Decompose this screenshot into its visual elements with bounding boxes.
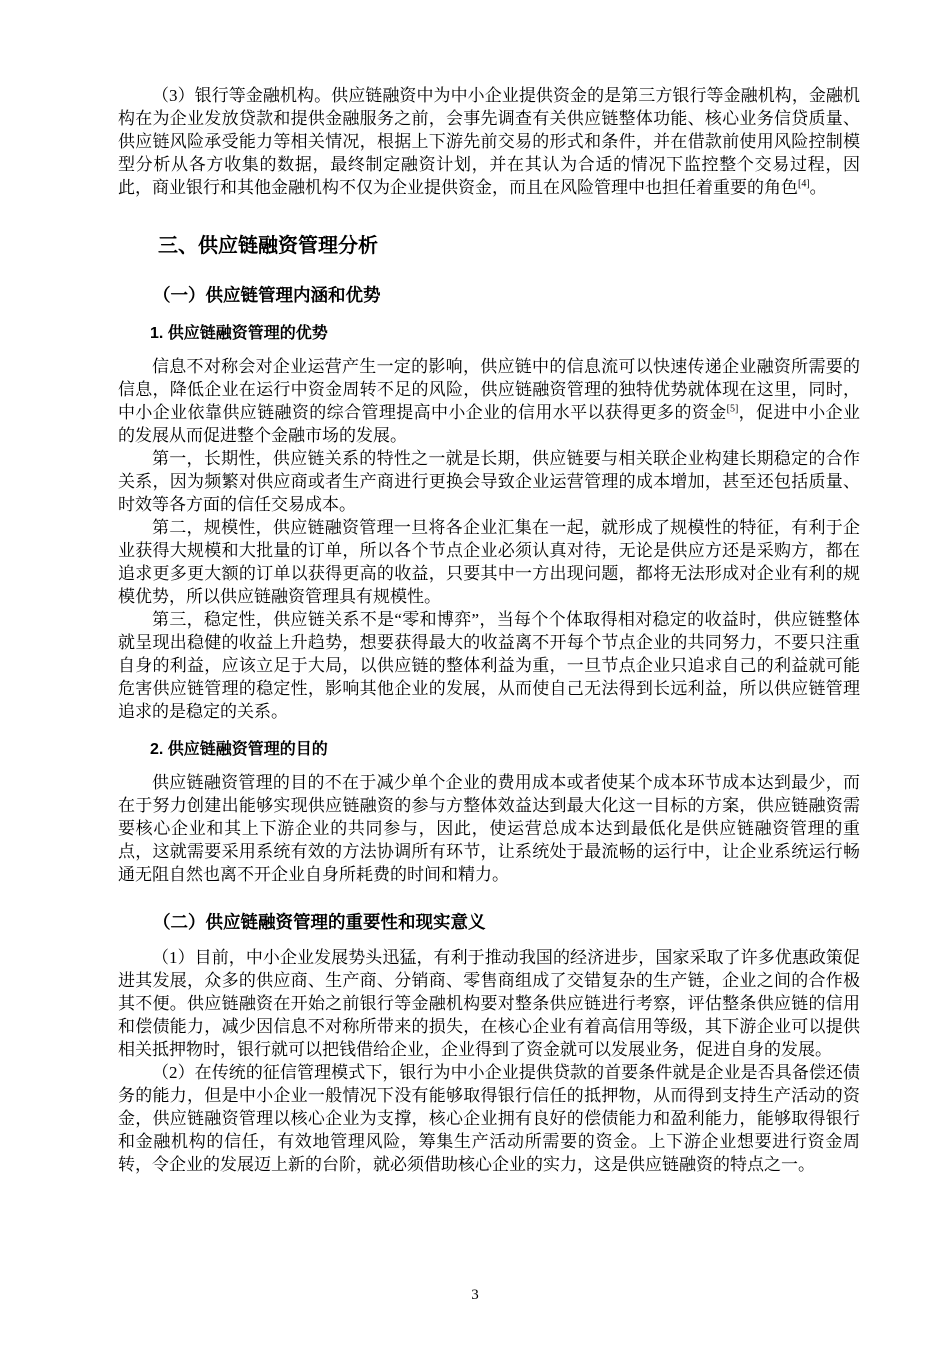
paragraph-financial-institutions (118, 84, 860, 199)
paragraph-text-tail: ，促进中小企业的发展从而促进整个金融市场的发展。 (118, 403, 861, 445)
paragraph-second-scale: 第二，规模性，供应链融资管理一旦将各企业汇集在一起，就形成了规模性的特征，有利于企业获得大规模和大批量的订单，所以各个节点企业必须认真对待，无论是供应方还是采购方，都在追求更多更大额的订单以获得更高的收益，只要其中一方出现问题，都将无法形成对企业有利的规模优势，所以供应链融资管理具有规模性。 (118, 518, 860, 606)
section-heading-analysis: 三、供应链融资管理分析 (158, 235, 378, 257)
paragraph-purpose: 供应链融资管理的目的不在于减少单个企业的费用成本或者使某个成本环节成本达到最少，而在于努力创建出能够实现供应链融资的参与方整体效益达到最大化这一目标的方案，供应链融资需要核心企业和其上下游企业的共同参与，因此，使运营总成本达到最低化是供应链融资管理的重点，这就需要采用系统有效的方法协调所有环节，让系统处于最流畅的运行中，让企业系统运行畅通无阻自然也离不开企业自身所耗费的时间和精力。 (118, 773, 860, 884)
paragraph-text: （3）银行等金融机构。供应链融资中为中小企业提供资金的是第三方银行等金融机构，金融机构在为企业发放贷款和提供金融服务之前，会事先调查有关供应链整体功能、核心业务信贷质量、供应链风险承受能力等相关情况，根据上下游先前交易的形式和条件，并在借款前使用风险控制模型分析从各方收集的数据，最终制定融资计划，并在其认为合适的情况下监控整个交易过程，因此，商业银行和其他金融机构不仅为企业提供资金，而且在风险管理中也担任着重要的角色 (118, 86, 860, 197)
page-number: 3 (471, 1287, 479, 1303)
citation-ref-4: [4] (798, 178, 810, 190)
subsubsection-heading-advantages: 1. 供应链融资管理的优势 (150, 325, 328, 342)
paragraph-first-long-term: 第一，长期性，供应链关系的特性之一就是长期，供应链要与相关联企业构建长期稳定的合作关系，因为频繁对供应商或者生产商进行更换会导致企业运营管理的成本增加，甚至还包括质量、时效等各方面的信任交易成本。 (118, 449, 860, 514)
subsubsection-heading-purpose: 2. 供应链融资管理的目的 (150, 741, 328, 758)
subsection-heading-importance: （二）供应链融资管理的重要性和现实意义 (153, 912, 486, 932)
citation-ref-5: [5] (726, 403, 739, 415)
paragraph-importance-1: （1）目前，中小企业发展势头迅猛，有利于推动我国的经济进步，国家采取了许多优惠政策促进其发展，众多的供应商、生产商、分销商、零售商组成了交错复杂的生产链，企业之间的合作极其不便。供应链融资在开始之前银行等金融机构要对整条供应链进行考察，评估整条供应链的信用和偿债能力，减少因信息不对称所带来的损失，在核心企业有着高信用等级，其下游企业可以提供相关抵押物时，银行就可以把钱借给企业，企业得到了资金就可以发展业务，促进自身的发展。 (118, 948, 860, 1059)
paragraph-text: 信息不对称会对企业运营产生一定的影响，供应链中的信息流可以快速传递企业融资所需要的信息，降低企业在运行中资金周转不足的风险，供应链融资管理的独特优势就体现在这里，同时，中小企业依靠供应链融资的综合管理提高中小企业的信用水平以获得更多的资金 (118, 357, 860, 422)
page-footer (0, 1286, 950, 1304)
subsection-heading-connotation-advantages: （一）供应链管理内涵和优势 (153, 285, 381, 305)
paragraph-importance-2: （2）在传统的征信管理模式下，银行为中小企业提供贷款的首要条件就是企业是否具备偿还债务的能力，但是中小企业一般情况下没有能够取得银行信任的抵押物，从而得到支持生产活动的资金，供应链融资管理以核心企业为支撑，核心企业拥有良好的偿债能力和盈利能力，能够取得银行和金融机构的信任，有效地管理风险，筹集生产活动所需要的资金。上下游企业想要进行资金周转，令企业的发展迈上新的台阶，就必须借助核心企业的实力，这是供应链融资的特点之一。 (118, 1063, 860, 1174)
paragraph-text-tail: 。 (809, 178, 827, 197)
paragraph-third-stability: 第三，稳定性，供应链关系不是“零和博弈”，当每个个体取得相对稳定的收益时，供应链整体就呈现出稳健的收益上升趋势，想要获得最大的收益离不开每个节点企业的共同努力，不要只注重自身的利益，应该立足于大局，以供应链的整体利益为重，一旦节点企业只追求自己的利益就可能危害供应链管理的稳定性，影响其他企业的发展，从而使自己无法得到长远利益，所以供应链管理追求的是稳定的关系。 (118, 610, 860, 721)
paragraph-advantages-intro (118, 355, 860, 447)
